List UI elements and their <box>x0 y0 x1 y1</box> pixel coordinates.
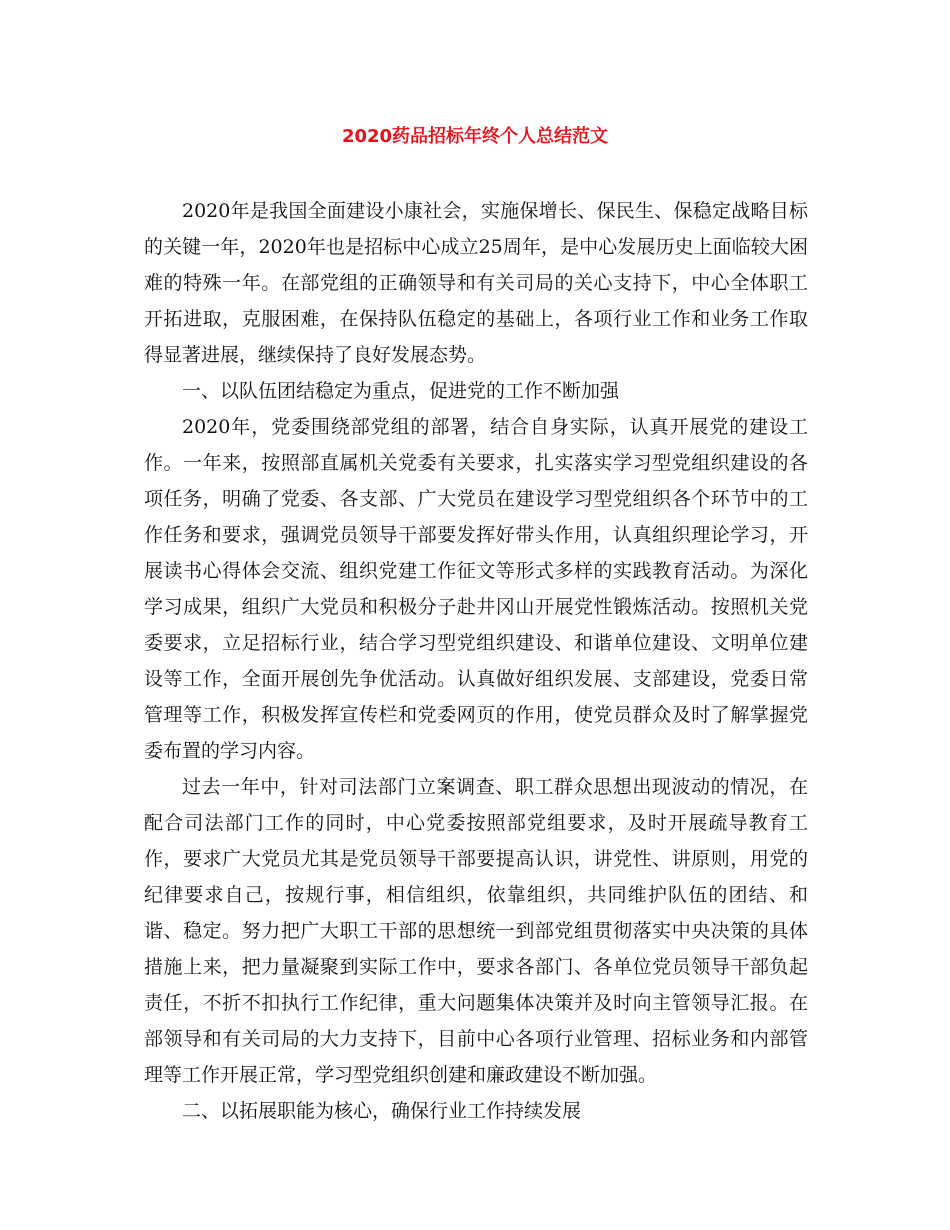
document-body <box>144 193 808 1129</box>
section-heading-1: 一、以队伍团结稳定为重点，促进党的工作不断加强 <box>182 380 620 402</box>
section-heading-2: 二、以拓展职能为核心，确保行业工作持续发展 <box>182 1100 582 1122</box>
paragraph-party-building: 2020年，党委围绕部党组的部署，结合自身实际，认真开展党的建设工作。一年来，按照部直属机关党委有关要求，扎实落实学习型党组织建设的各项任务，明确了党委、各支部、广大党员在建设学习型党组织各个环节中的工作任务和要求，强调党员领导干部要发挥好带头作用，认真组织理论学习，开展读书心得体会交流、组织党建工作征文等形式多样的实践教育活动。为深化学习成果，组织广大党员和积极分子赴井冈山开展党性锻炼活动。按照机关党委要求，立足招标行业，结合学习型党组织建设、和谐单位建设、文明单位建设等工作，全面开展创先争优活动。认真做好组织发展、支部建设，党委日常管理等工作，积极发挥宣传栏和党委网页的作用，使党员群众及时了解掌握党委布置的学习内容。 <box>144 416 808 762</box>
paragraph-stability: 过去一年中，针对司法部门立案调查、职工群众思想出现波动的情况，在配合司法部门工作的同时，中心党委按照部党组要求，及时开展疏导教育工作，要求广大党员尤其是党员领导干部要提高认识，讲党性、讲原则，用党的纪律要求自己，按规行事，相信组织，依靠组织，共同维护队伍的团结、和谐、稳定。努力把广大职工干部的思想统一到部党组贯彻落实中央决策的具体措施上来，把力量凝聚到实际工作中，要求各部门、各单位党员领导干部负起责任，不折不扣执行工作纪律，重大问题集体决策并及时向主管领导汇报。在部领导和有关司局的大力支持下，目前中心各项行业管理、招标业务和内部管理等工作开展正常，学习型党组织创建和廉政建设不断加强。 <box>144 776 808 1086</box>
document-title: 2020药品招标年终个人总结范文 <box>341 126 609 147</box>
paragraph-intro: 2020年是我国全面建设小康社会，实施保增长、保民生、保稳定战略目标的关键一年，2020年也是招标中心成立25周年，是中心发展历史上面临较大困难的特殊一年。在部党组的正确领导和有关司局的关心支持下，中心全体职工开拓进取，克服困难，在保持队伍稳定的基础上，各项行业工作和业务工作取得显著进展，继续保持了良好发展态势。 <box>144 200 808 366</box>
